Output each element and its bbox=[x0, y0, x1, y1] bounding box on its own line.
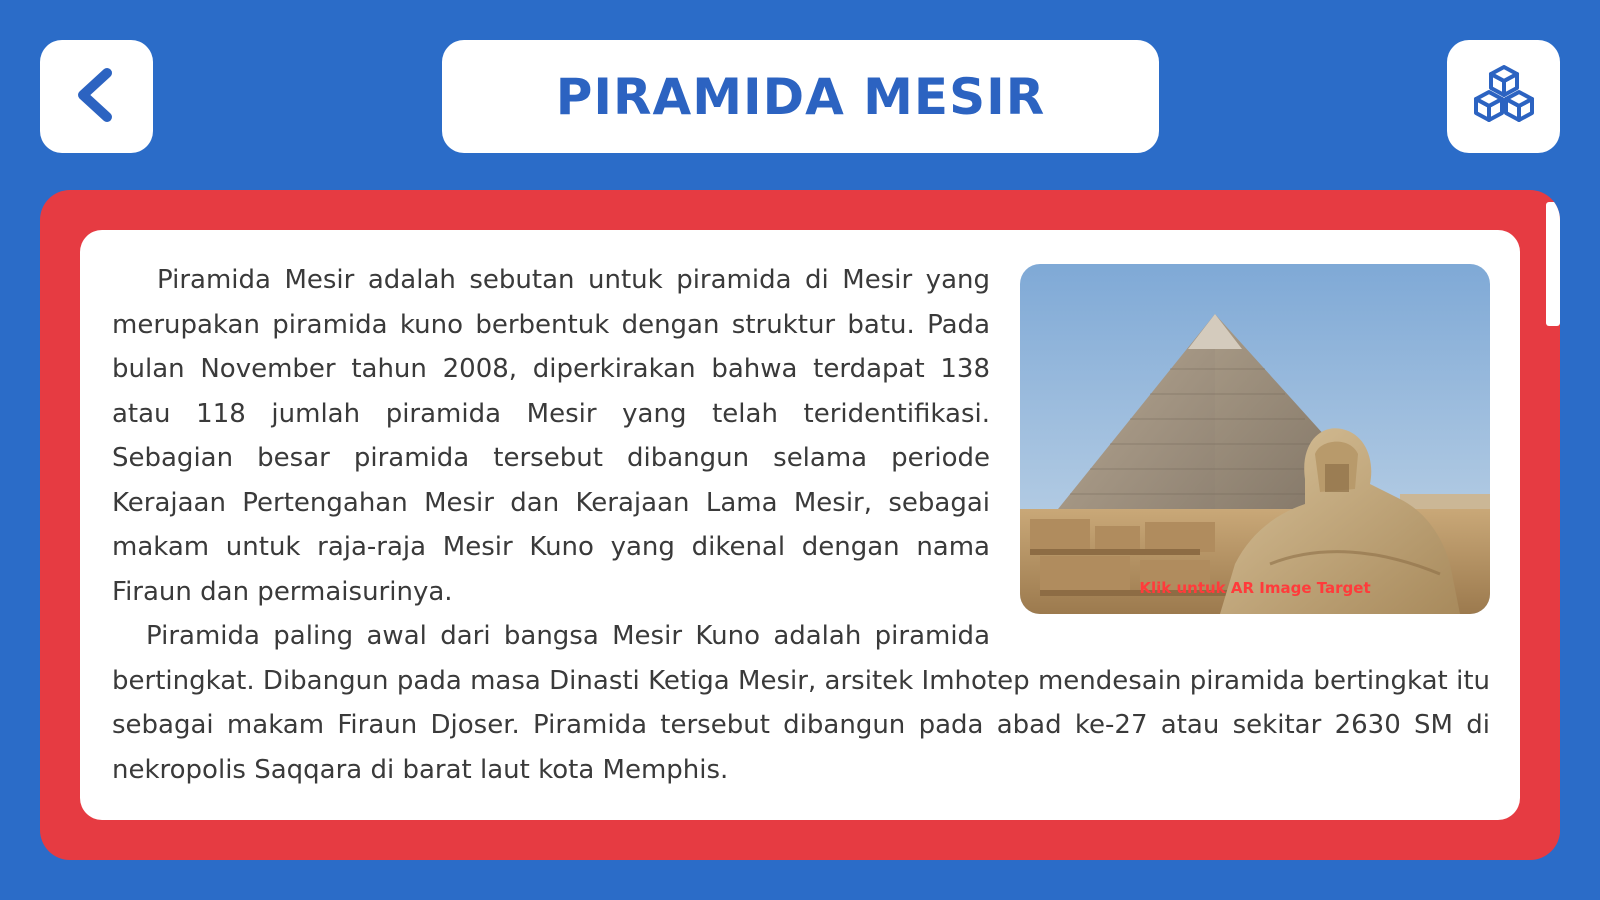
ar-image-caption: Klik untuk AR Image Target bbox=[1139, 579, 1371, 597]
back-button[interactable] bbox=[40, 40, 153, 153]
ar-image-target[interactable] bbox=[1020, 264, 1490, 614]
title-banner bbox=[442, 40, 1159, 153]
ar-view-button[interactable] bbox=[1447, 40, 1560, 153]
article-body bbox=[112, 258, 1490, 792]
chevron-left-icon bbox=[67, 65, 127, 129]
pyramid-sphinx-photo bbox=[1020, 264, 1490, 614]
article-card bbox=[80, 230, 1520, 820]
scrollbar-thumb[interactable] bbox=[1546, 202, 1560, 326]
page-title: PIRAMIDA MESIR bbox=[555, 67, 1046, 126]
article-paragraph-2: Piramida paling awal dari bangsa Mesir Kuno adalah piramida bertingkat. Dibangun pada masa Dinasti Ketiga Mesir, arsitek Imhotep mendesain piramida bertingkat itu sebagai makam Firaun Djoser. Piramida tersebut dibangun pada abad ke-27 atau sekitar 2630 SM di nekropolis Saqqara di barat laut kota Memphis. bbox=[112, 621, 1490, 785]
article-paragraph-1: Piramida Mesir adalah sebutan untuk piramida di Mesir yang merupakan piramida kuno berbentuk dengan struktur batu. Pada bulan November tahun 2008, diperkirakan bahwa terdapat 138 atau 118 jumlah piramida Mesir yang telah teridentifikasi. Sebagian besar piramida tersebut dibangun selama periode Kerajaan Pertengahan Mesir dan Kerajaan Lama Mesir, sebagai makam untuk raja-raja Mesir Kuno yang dikenal dengan nama Firaun dan permaisurinya. bbox=[112, 265, 990, 607]
cubes-icon bbox=[1469, 65, 1539, 129]
content-panel bbox=[40, 190, 1560, 860]
